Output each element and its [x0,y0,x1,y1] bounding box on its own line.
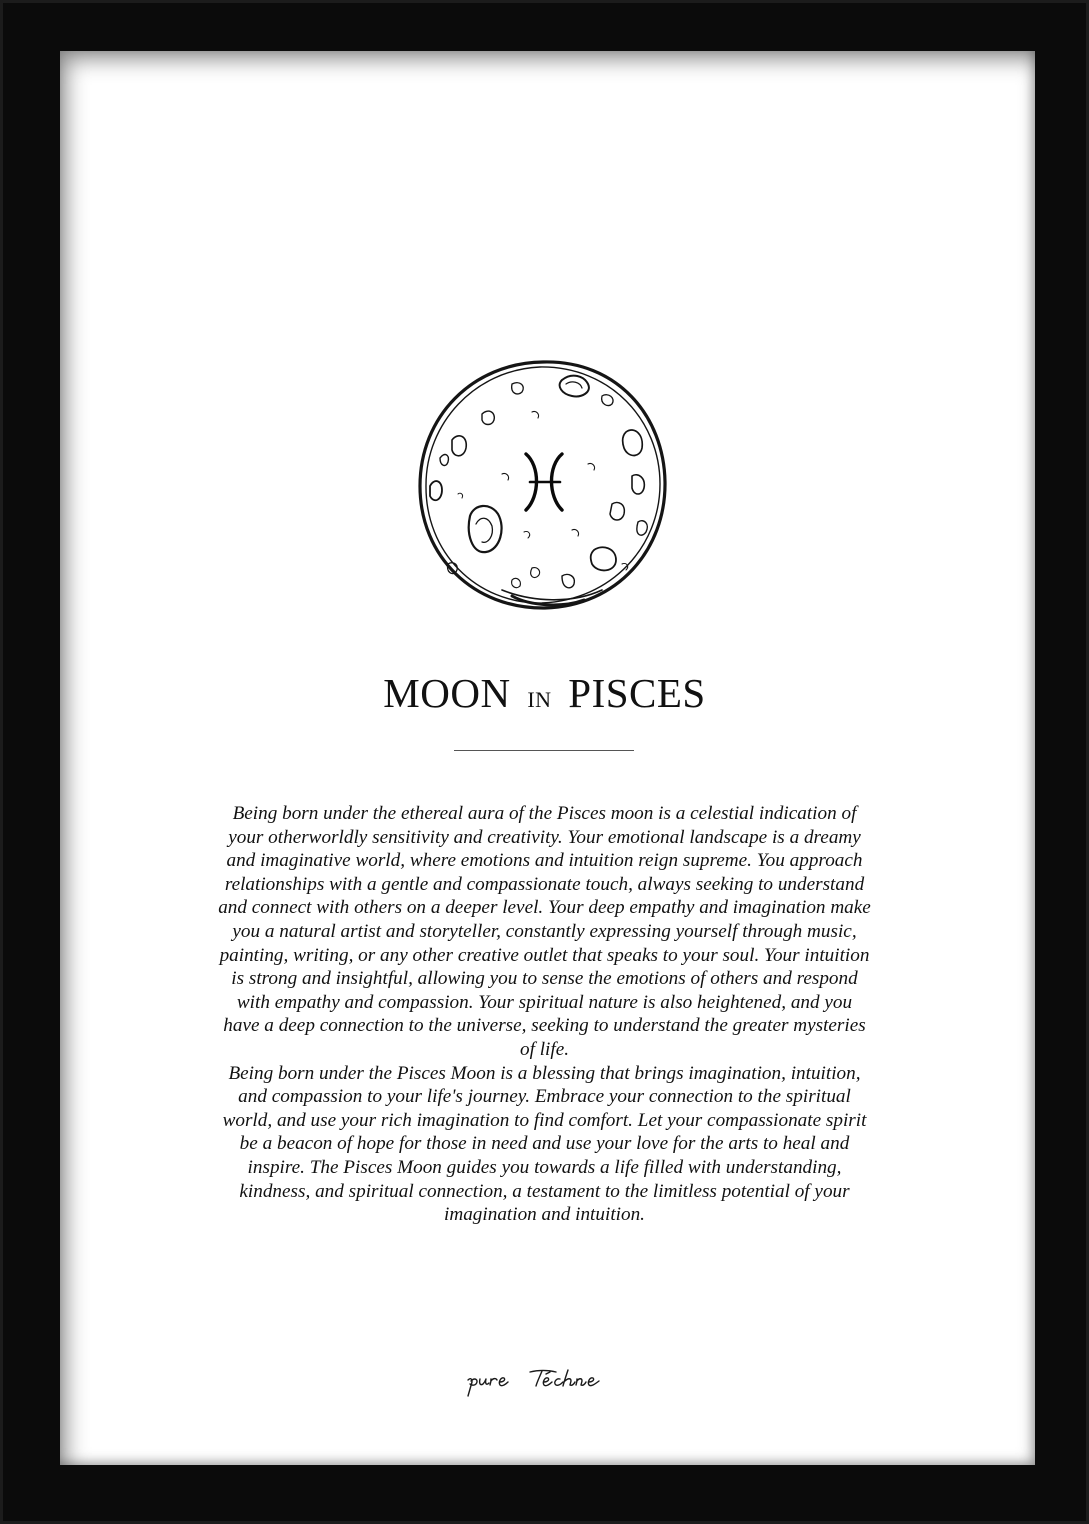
title-connector: IN [527,687,552,712]
description-text [218,802,871,1227]
title-main: MOON [383,670,511,716]
description-paragraph-1: Being born under the ethereal aura of the Pisces moon is a celestial indication of your otherworldly sensitivity and creativity. Your emotional landscape is a dreamy and imaginative world, where emotions and intuition reign supreme. You approach relationships with a gentle and compassionate touch, always seeking to understand and connect with others on a deeper level. Your deep empathy and imagination make you a natural artist and storyteller, constantly expressing yourself through music, painting, writing, or any other creative outlet that speaks to your soul. Your intuition is strong and insightful, allowing you to sense the emotions of others and respond with empathy and compassion. Your spiritual nature is also heightened, and you have a deep connection to the universe, seeking to understand the greater mysteries of life. [218,803,871,1060]
signature-logo [444,1362,644,1402]
description-paragraph-2: Being born under the Pisces Moon is a blessing that brings imagination, intuition, and compassion to your life's journey. Embrace your connection to the spiritual world, and use your rich imagination to find comfort. Let your compassionate spirit be a beacon of hope for those in need and use your love for the arts to heal and inspire. The Pisces Moon guides you towards a life filled with understanding, kindness, and spiritual connection, a testament to the limitless potential of your imagination and intuition. [222,1062,867,1226]
title-divider [454,750,634,751]
poster-title [0,665,1089,728]
title-sign: PISCES [568,670,706,716]
moon-illustration [412,354,674,616]
poster-paper [60,51,1035,1465]
